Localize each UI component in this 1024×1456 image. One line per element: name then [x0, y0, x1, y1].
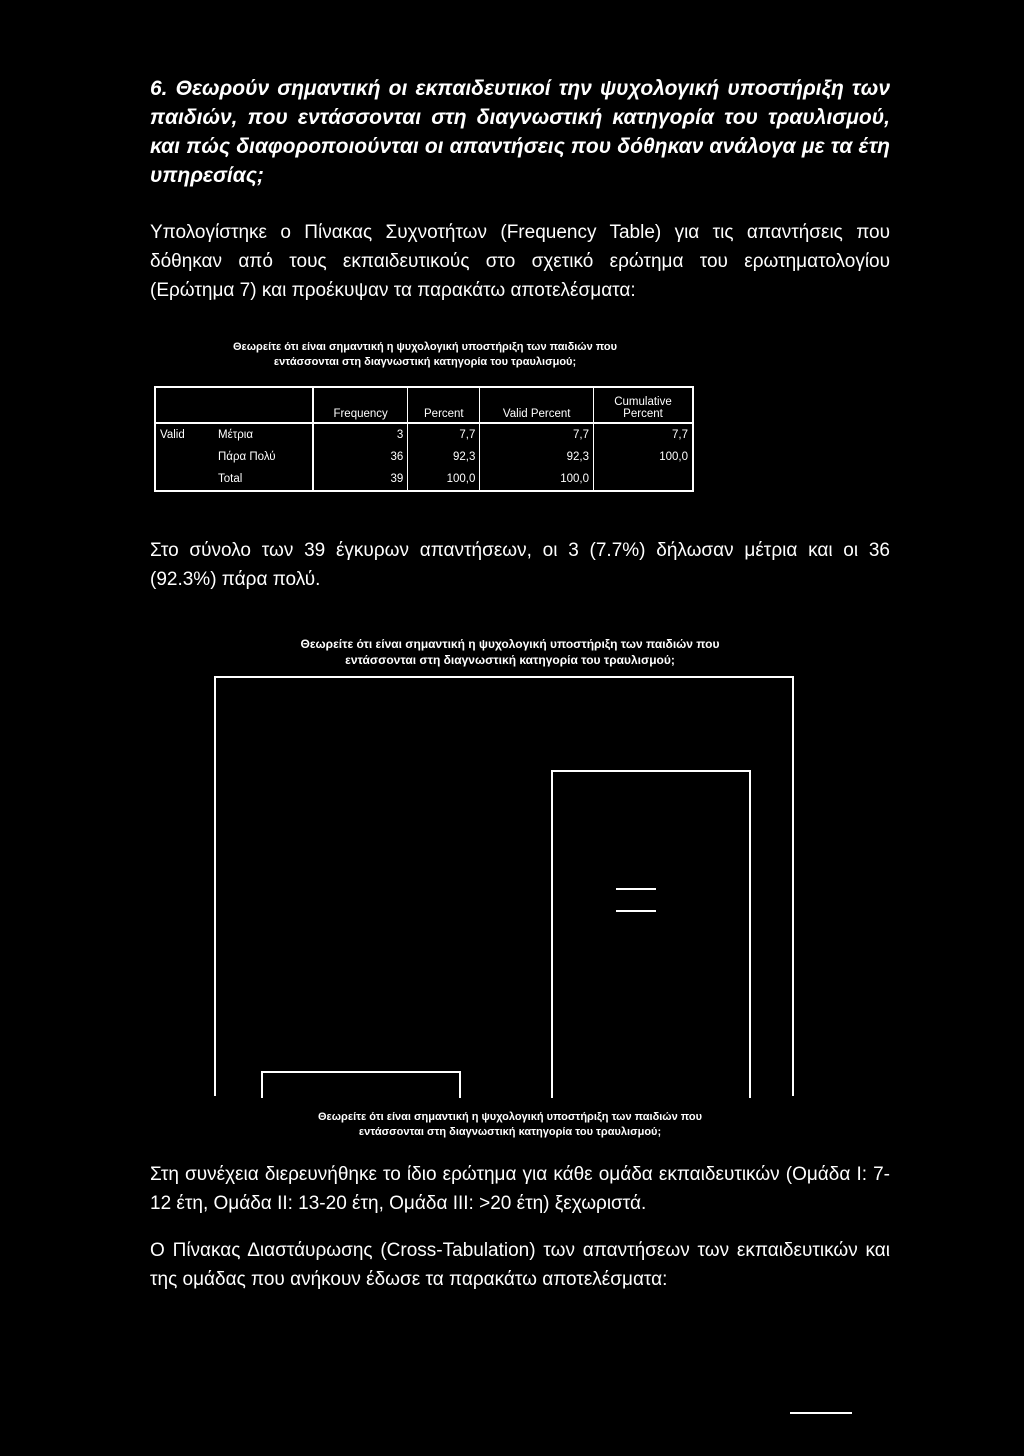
row-group-empty	[155, 468, 214, 491]
row-group-empty	[155, 446, 214, 468]
cell-cumulative: 100,0	[594, 446, 694, 468]
table-title-line2: εντάσσονται στη διαγνωστική κατηγορία του τραυλισμού;	[273, 356, 577, 368]
cell-cumulative: 7,7	[594, 423, 694, 446]
footnote-divider	[790, 1412, 852, 1414]
table-row	[155, 446, 693, 468]
question-heading: 6. Θεωρούν σημαντική οι εκπαιδευτικοί την ψυχολογική υποστήριξη των παιδιών, που εντάσσονται στη διαγνωστική κατηγορία του τραυλισμού, και πώς διαφοροποιούνται οι απαντήσεις που δόθηκαν ανάλογα με τα έτη υπηρεσίας;	[150, 77, 890, 187]
chart-bar-mark	[616, 910, 656, 912]
cell-percent: 100,0	[408, 468, 480, 491]
header-blank	[155, 387, 214, 423]
summary-paragraph: Στο σύνολο των 39 έγκυρων απαντήσεων, οι 3 (7.7%) δήλωσαν μέτρια και οι 36 (92.3%) πάρα πολύ.	[150, 540, 890, 590]
table-row	[155, 423, 693, 446]
chart-title-line2: εντάσσονται στη διαγνωστική κατηγορία του τραυλισμού;	[345, 653, 675, 667]
header-valid-percent: Valid Percent	[480, 387, 594, 423]
chart-bar-mark	[616, 888, 656, 890]
chart-x-axis-label	[180, 1110, 840, 1140]
chart-title	[180, 636, 840, 668]
chart-x-axis-label-line2: εντάσσονται στη διαγνωστική κατηγορία του τραυλισμού;	[358, 1126, 662, 1138]
frequency-table	[154, 386, 694, 492]
bar-chart-plot-area	[214, 676, 794, 1096]
row-label: Μέτρια	[214, 423, 313, 446]
paragraph-groups: Στη συνέχεια διερευνήθηκε το ίδιο ερώτημα για κάθε ομάδα εκπαιδευτικών (Ομάδα Ι: 7-12 έτη, Ομάδα ΙΙ: 13-20 έτη, Ομάδα ΙΙΙ: >20 έτη) ξεχωριστά.	[150, 1164, 890, 1214]
chart-x-axis-label-line1: Θεωρείτε ότι είναι σημαντική η ψυχολογική υποστήριξη των παιδιών που	[317, 1111, 703, 1123]
cell-frequency: 39	[390, 473, 404, 485]
cell-percent: 92,3	[408, 446, 480, 468]
header-cumulative-line1: Cumulative	[614, 396, 672, 408]
cell-frequency: 3	[396, 429, 404, 441]
cell-valid-percent: 92,3	[480, 446, 594, 468]
cell-frequency: 36	[390, 451, 404, 463]
cell-valid-percent: 7,7	[480, 423, 594, 446]
header-blank-2	[214, 387, 313, 423]
row-label: Πάρα Πολύ	[214, 446, 313, 468]
table-title	[155, 340, 695, 370]
header-frequency: Frequency	[313, 387, 408, 423]
table-row	[155, 468, 693, 491]
cell-valid-percent: 100,0	[480, 468, 594, 491]
table-title-line1: Θεωρείτε ότι είναι σημαντική η ψυχολογική υποστήριξη των παιδιών που	[232, 341, 618, 353]
cell-cumulative	[594, 468, 694, 491]
chart-title-line1: Θεωρείτε ότι είναι σημαντική η ψυχολογική υποστήριξη των παιδιών που	[300, 637, 720, 651]
row-label: Total	[214, 468, 313, 491]
row-group-label: Valid	[160, 429, 185, 441]
intro-paragraph: Υπολογίστηκε ο Πίνακας Συχνοτήτων (Frequency Table) για τις απαντήσεις που δόθηκαν από τους εκπαιδευτικούς στο σχετικό ερώτημα του ερωτηματολογίου (Ερώτημα 7) και προέκυψαν τα παρακάτω αποτελέσματα:	[150, 222, 890, 301]
header-percent: Percent	[408, 387, 480, 423]
cell-percent: 7,7	[408, 423, 480, 446]
header-cumulative-line2: Percent	[623, 408, 663, 420]
paragraph-crosstab: Ο Πίνακας Διαστάυρωσης (Cross-Tabulation) των απαντήσεων των εκπαιδευτικών και της ομάδας που ανήκουν έδωσε τα παρακάτω αποτελέσματα:	[150, 1240, 890, 1290]
chart-bar	[261, 1071, 461, 1098]
header-cumulative	[594, 387, 694, 423]
chart-bar	[551, 770, 751, 1098]
